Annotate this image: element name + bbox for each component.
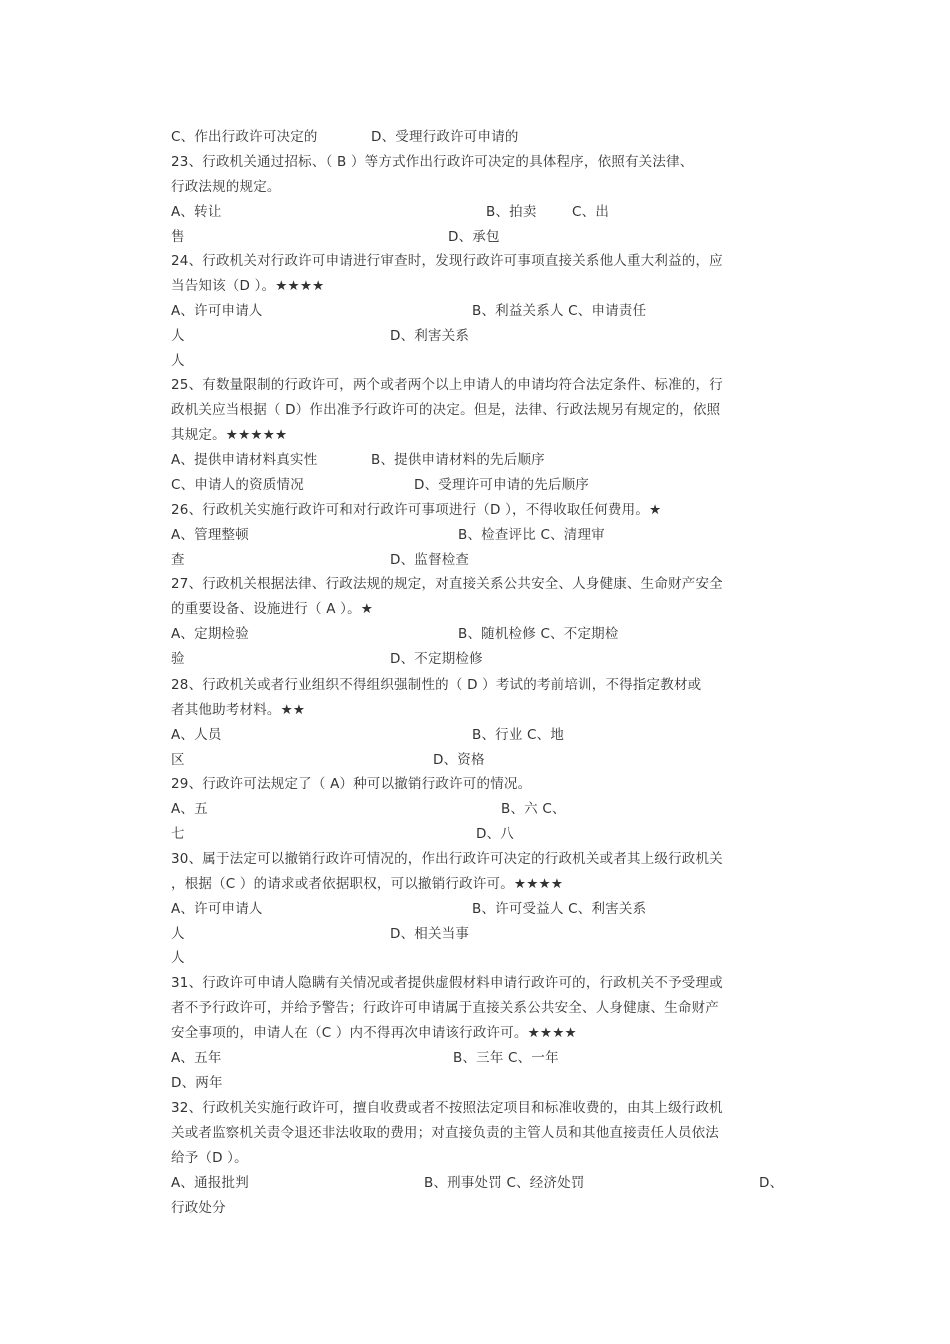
option-d: D、承包 [448,229,500,245]
question-31-text-cont2: 安全事项的，申请人在（C ）内不得再次申请该行政许可。★★★★ [171,1025,577,1041]
option-b-c: B、许可受益人 C、利害关系 [472,901,647,917]
question-23-text-cont: 行政法规的规定。 [171,179,281,195]
option-c-cont: 人 [171,328,185,344]
option-c-cont: 七 [171,826,185,842]
option-c-cont: 区 [171,752,185,768]
question-32-options-cont: 行政处分 [171,1200,226,1216]
option-c-cont: 查 [171,552,185,568]
option-b-c: B、刑事处罚 C、经济处罚 [424,1175,585,1191]
question-26-text: 26、行政机关实施行政许可和对行政许可事项进行（D ），不得收取任何费用。★ [171,502,662,518]
option-b-c: B、利益关系人 C、申请责任 [472,303,647,319]
question-28-text-cont: 者其他助考材料。★★ [171,702,306,718]
question-32-text-cont2: 给予（D ）。 [171,1150,248,1166]
option-d: D、八 [476,826,514,842]
option-a: A、许可申请人 [171,303,263,319]
option-b-c: B、行业 C、地 [472,727,565,743]
option-d: D、受理行政许可申请的 [371,129,519,145]
option-a: A、许可申请人 [171,901,263,917]
question-31-text: 31、行政许可申请人隐瞒有关情况或者提供虚假材料申请行政许可的，行政机关不予受理或 [171,975,723,991]
question-24-text-cont: 当告知该（D ）。★★★★ [171,278,325,294]
option-c-cont: 人 [171,926,185,942]
option-c-cont: 验 [171,651,185,667]
question-30-text-cont: ，根据（C ）的请求或者依据职权，可以撤销行政许可。★★★★ [171,876,564,892]
option-b-c: B、检查评比 C、清理审 [458,527,605,543]
question-32-text-cont: 关或者监察机关责令退还非法收取的费用；对直接负责的主管人员和其他直接责任人员依法 [171,1125,719,1141]
option-d: D、利害关系 [390,328,470,344]
option-a: A、通报批判 [171,1175,249,1191]
question-24-text: 24、行政机关对行政许可申请进行审查时，发现行政许可事项直接关系他人重大利益的，应 [171,253,723,269]
option-d: D、不定期检修 [390,651,483,667]
option-a: A、定期检验 [171,626,249,642]
option-d: D、受理许可申请的先后顺序 [414,477,589,493]
question-32-text: 32、行政机关实施行政许可，擅自收费或者不按照法定项目和标准收费的，由其上级行政机 [171,1100,723,1116]
option-d: D、资格 [433,752,485,768]
option-b-c: B、随机检修 C、不定期检 [458,626,619,642]
question-27-text-cont: 的重要设备、设施进行（ A ）。★ [171,601,374,617]
option-a: A、五年 [171,1050,222,1066]
option-a: A、提供申请材料真实性 [171,452,318,468]
question-29-text: 29、行政许可法规定了（ A）种可以撤销行政许可的情况。 [171,776,532,792]
question-23-text: 23、行政机关通过招标、（ B ）等方式作出行政许可决定的具体程序，依照有关法律、 [171,154,694,170]
option-c: C、申请人的资质情况 [171,477,304,493]
question-28-text: 28、行政机关或者行业组织不得组织强制性的（ D ）考试的考前培训，不得指定教材或 [171,677,702,693]
option-d: D、监督检查 [390,552,470,568]
question-31-options-cont: D、两年 [171,1075,223,1091]
question-25-text-cont: 政机关应当根据（ D）作出准予行政许可的决定。但是，法律、行政法规另有规定的，依照 [171,402,721,418]
option-a: A、人员 [171,727,222,743]
option-b: B、提供申请材料的先后顺序 [371,452,545,468]
question-25-text: 25、有数量限制的行政许可，两个或者两个以上申请人的申请均符合法定条件、标准的，行 [171,377,723,393]
option-b: B、拍卖 [486,204,537,220]
option-a: A、五 [171,801,208,817]
option-d: D、 [759,1175,784,1191]
question-30-options-cont2: 人 [171,950,185,966]
question-24-options-cont2: 人 [171,353,185,369]
question-25-text-cont2: 其规定。★★★★★ [171,427,288,443]
option-c-cont: 售 [171,229,185,245]
option-b-c: B、三年 C、一年 [453,1050,559,1066]
option-b-c: B、六 C、 [501,801,566,817]
option-d: D、相关当事 [390,926,470,942]
option-c: C、作出行政许可决定的 [171,129,318,145]
option-c: C、出 [572,204,610,220]
option-a: A、转让 [171,204,222,220]
question-27-text: 27、行政机关根据法律、行政法规的规定，对直接关系公共安全、人身健康、生命财产安全 [171,576,723,592]
question-30-text: 30、属于法定可以撤销行政许可情况的，作出行政许可决定的行政机关或者其上级行政机关 [171,851,723,867]
option-a: A、管理整顿 [171,527,249,543]
question-31-text-cont: 者不予行政许可，并给予警告；行政许可申请属于直接关系公共安全、人身健康、生命财产 [171,1000,719,1016]
